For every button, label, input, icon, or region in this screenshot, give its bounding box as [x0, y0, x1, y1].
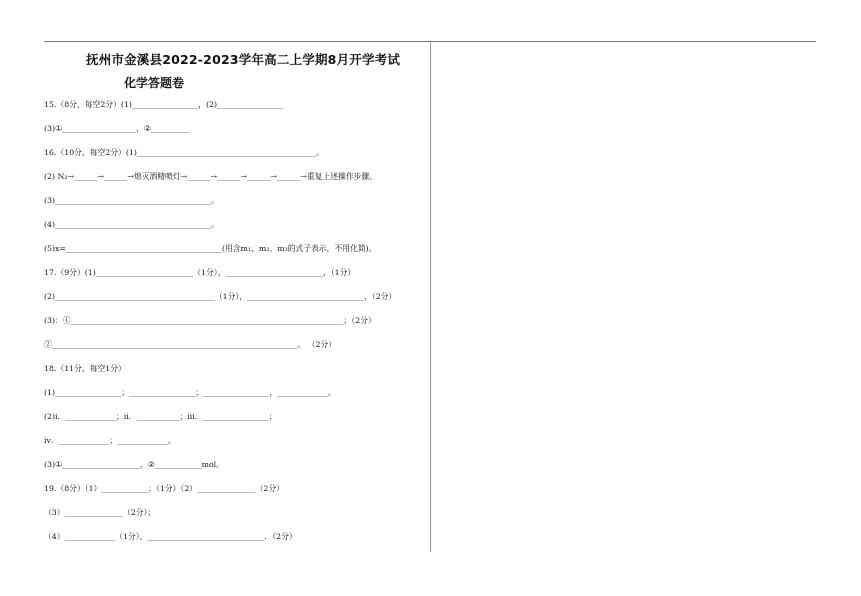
column-divider — [430, 42, 431, 552]
answer-line-18-3: (3)①____________________，②____________mol。 — [44, 460, 224, 469]
answer-line-16-3: (3)________________________________________。 — [44, 196, 219, 205]
exam-title: 抚州市金溪县2022-2023学年高二上学期8月开学考试 — [86, 52, 401, 67]
answer-line-18-2b: iv．_____________；_____________。 — [44, 436, 176, 445]
answer-line-18-1: (1)_________________；_________________；_________________，_____________。 — [44, 388, 336, 397]
answer-line-17-2: (2)_________________________________________（1分），______________________________，（2分） — [44, 292, 397, 301]
answer-line-17-3b: ②_______________________________________________________________。 （2分） — [44, 340, 337, 349]
answer-line-17-1: 17.（9分）(1)_________________________（1分），_________________________，（1分） — [44, 268, 356, 277]
answer-line-16-4: (4)________________________________________。 — [44, 220, 219, 229]
answer-line-19-3: （3）_______________（2分）； — [44, 508, 156, 517]
answer-line-15-3: (3)①___________________，②__________ — [44, 124, 190, 133]
answer-line-19-4: （4）_____________（1分），______________________________．（2分） — [44, 532, 297, 541]
exam-subtitle: 化学答题卷 — [124, 76, 185, 90]
question-18-header: 18.（11分，每空1分） — [44, 364, 126, 373]
answer-line-16-5: (5)x=________________________________________(用含m₁、m₂、m₃的式子表示，不用化简)。 — [44, 244, 377, 253]
answer-line-18-2: (2)i．_____________；ii．___________；iii．_________________； — [44, 412, 277, 421]
answer-line-19-1: 19.（8分）（1）____________；（1分）（2）_______________（2分） — [44, 484, 284, 493]
answer-line-15-1: 15.（8分，每空2分）(1)_________________，(2)_________________ — [44, 100, 284, 109]
answer-line-16-1: 16.（10分，每空2分）(1)______________________________________________。 — [44, 148, 325, 157]
answer-line-17-3a: (3)：①______________________________________________________________________；（2分） — [44, 316, 376, 325]
answer-line-16-2: (2) N₂→______→______→熄灭酒精喷灯→______→______→______→______→重复上述操作步骤。 — [44, 172, 378, 181]
